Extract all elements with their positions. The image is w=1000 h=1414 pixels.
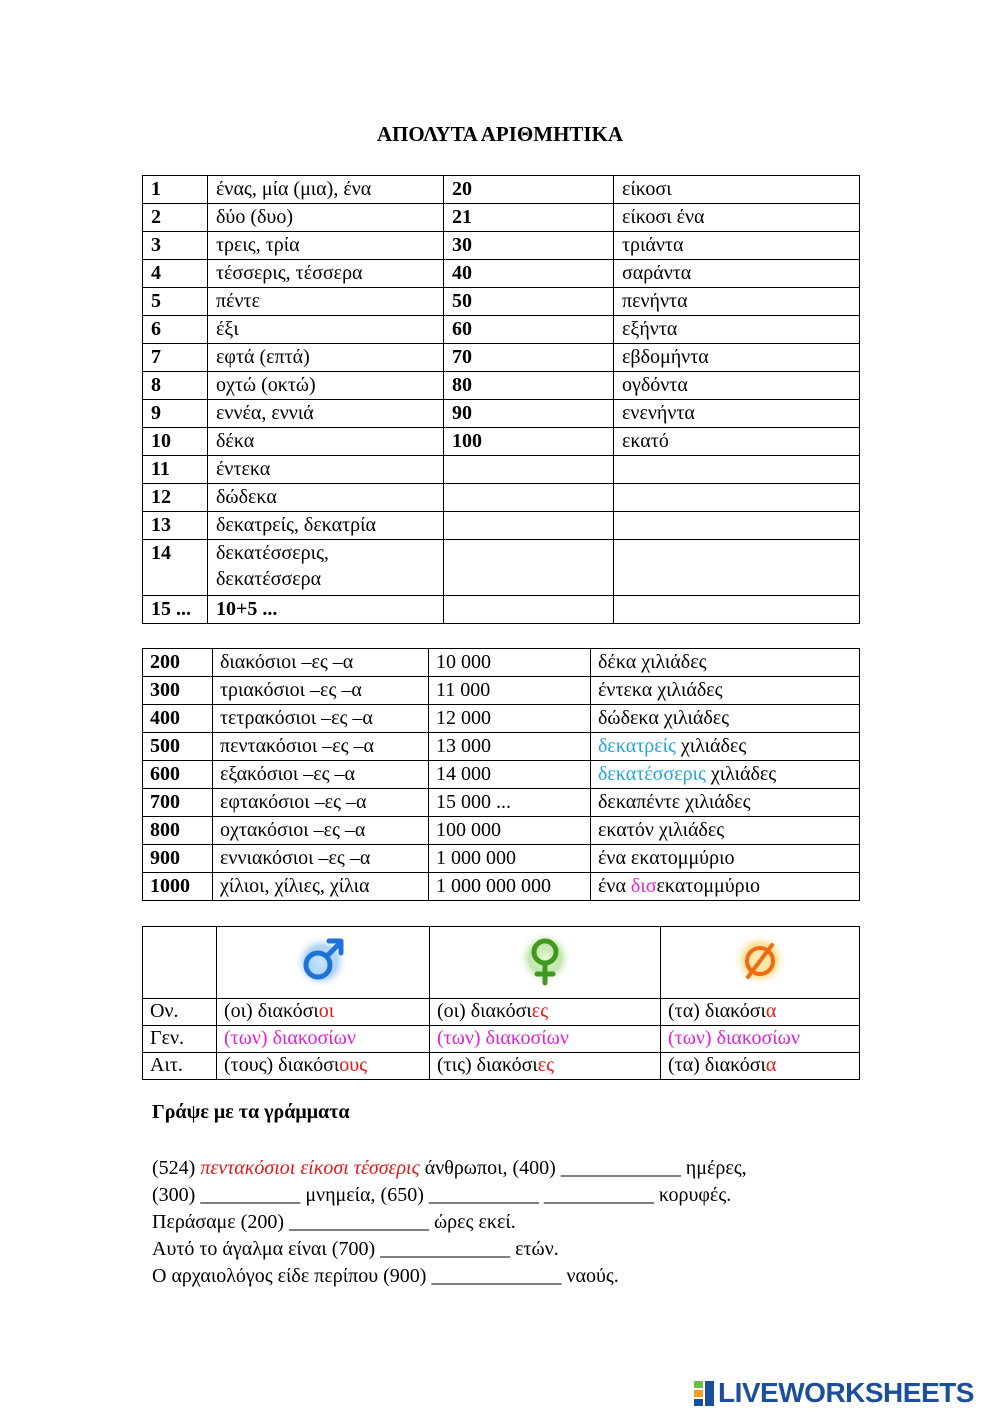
numbers-table-1-100 bbox=[142, 175, 860, 624]
word-cell: διακόσιοι –ες –α bbox=[213, 649, 429, 677]
female-icon bbox=[513, 928, 577, 992]
word-cell: ενενήντα bbox=[614, 400, 860, 428]
number-cell: 80 bbox=[444, 372, 614, 400]
number-cell: 70 bbox=[444, 344, 614, 372]
number-cell: 11 000 bbox=[429, 677, 591, 705]
word-cell: οχτώ (οκτώ) bbox=[208, 372, 444, 400]
number-cell: 400 bbox=[143, 705, 213, 733]
number-cell: 20 bbox=[444, 176, 614, 204]
word-cell: 10+5 ... bbox=[208, 596, 444, 624]
table-row bbox=[143, 1053, 860, 1080]
number-cell: 50 bbox=[444, 288, 614, 316]
table-row bbox=[143, 761, 860, 789]
number-cell: 10 000 bbox=[429, 649, 591, 677]
male-column-header bbox=[217, 927, 430, 999]
number-cell: 14 bbox=[143, 540, 208, 596]
number-cell: 1 000 000 000 bbox=[429, 873, 591, 901]
answer-blank[interactable]: _____________ bbox=[431, 1265, 562, 1287]
word-cell: τετρακόσιοι –ες –α bbox=[213, 705, 429, 733]
exercise-lines bbox=[152, 1155, 872, 1290]
number-cell: 4 bbox=[143, 260, 208, 288]
number-cell: 90 bbox=[444, 400, 614, 428]
answer-blank[interactable]: _____________ bbox=[380, 1238, 511, 1260]
number-cell: 800 bbox=[143, 817, 213, 845]
neuter-form: (των) διακοσίων bbox=[661, 1026, 860, 1053]
word-cell: τέσσερις, τέσσερα bbox=[208, 260, 444, 288]
example-answer: πεντακόσιοι είκοσι τέσσερις bbox=[200, 1157, 420, 1179]
word-cell: έξι bbox=[208, 316, 444, 344]
table-row bbox=[143, 372, 860, 400]
number-cell bbox=[444, 540, 614, 596]
number-cell: 15 ... bbox=[143, 596, 208, 624]
word-cell: εφτακόσιοι –ες –α bbox=[213, 789, 429, 817]
number-cell: 900 bbox=[143, 845, 213, 873]
word-cell: δώδεκα bbox=[208, 484, 444, 512]
word-cell: δεκαπέντε χιλιάδες bbox=[591, 789, 860, 817]
number-cell: 13 000 bbox=[429, 733, 591, 761]
number-cell: 60 bbox=[444, 316, 614, 344]
masculine-form: (οι) διακόσιοι bbox=[217, 999, 430, 1026]
number-cell: 700 bbox=[143, 789, 213, 817]
number-cell: 21 bbox=[444, 204, 614, 232]
number-cell: 13 bbox=[143, 512, 208, 540]
answer-blank[interactable]: ___________ bbox=[543, 1184, 654, 1206]
neuter-form: (τα) διακόσια bbox=[661, 1053, 860, 1080]
table-row bbox=[143, 176, 860, 204]
table-row bbox=[143, 484, 860, 512]
word-cell: τρεις, τρία bbox=[208, 232, 444, 260]
word-cell: δύο (δυο) bbox=[208, 204, 444, 232]
female-column-header bbox=[430, 927, 661, 999]
case-label: Ον. bbox=[143, 999, 217, 1026]
male-icon bbox=[291, 928, 355, 992]
word-cell: σαράντα bbox=[614, 260, 860, 288]
number-cell: 1 bbox=[143, 176, 208, 204]
word-cell: χίλιοι, χίλιες, χίλια bbox=[213, 873, 429, 901]
exercise-line-4: Αυτό το άγαλμα είναι (700) _____________ ετών. bbox=[152, 1236, 872, 1263]
empty-header-cell bbox=[143, 927, 217, 999]
word-cell bbox=[614, 596, 860, 624]
table-row bbox=[143, 677, 860, 705]
number-cell bbox=[444, 484, 614, 512]
answer-blank[interactable]: ___________ bbox=[428, 1184, 539, 1206]
answer-blank[interactable]: ______________ bbox=[289, 1211, 430, 1233]
number-cell: 12 bbox=[143, 484, 208, 512]
word-cell: έντεκα χιλιάδες bbox=[591, 677, 860, 705]
table-row bbox=[143, 428, 860, 456]
number-cell: 14 000 bbox=[429, 761, 591, 789]
table-row bbox=[143, 649, 860, 677]
word-cell: ογδόντα bbox=[614, 372, 860, 400]
word-cell: είκοσι bbox=[614, 176, 860, 204]
number-cell: 100 000 bbox=[429, 817, 591, 845]
number-cell bbox=[444, 512, 614, 540]
number-cell: 30 bbox=[444, 232, 614, 260]
neuter-column-header bbox=[661, 927, 860, 999]
word-cell: εξακόσιοι –ες –α bbox=[213, 761, 429, 789]
table-row bbox=[143, 705, 860, 733]
declension-table bbox=[142, 926, 860, 1080]
table-row bbox=[143, 204, 860, 232]
number-cell: 15 000 ... bbox=[429, 789, 591, 817]
number-cell: 200 bbox=[143, 649, 213, 677]
feminine-form: (οι) διακόσιες bbox=[430, 999, 661, 1026]
number-cell: 3 bbox=[143, 232, 208, 260]
word-cell: εννιακόσιοι –ες –α bbox=[213, 845, 429, 873]
exercise-line-5: Ο αρχαιολόγος είδε περίπου (900) _____________ ναούς. bbox=[152, 1263, 872, 1290]
word-cell: εξήντα bbox=[614, 316, 860, 344]
table-row bbox=[143, 1026, 860, 1053]
number-cell: 6 bbox=[143, 316, 208, 344]
neuter-icon bbox=[728, 928, 792, 992]
word-cell: ένα εκατομμύριο bbox=[591, 845, 860, 873]
liveworksheets-logo[interactable] bbox=[693, 1376, 974, 1410]
answer-blank[interactable]: __________ bbox=[200, 1184, 301, 1206]
neuter-form: (τα) διακόσια bbox=[661, 999, 860, 1026]
number-cell: 9 bbox=[143, 400, 208, 428]
page-title: ΑΠΟΛΥΤΑ ΑΡΙΘΜΗΤΙΚΑ bbox=[376, 122, 624, 146]
table-row bbox=[143, 288, 860, 316]
word-cell bbox=[614, 540, 860, 596]
number-cell: 12 000 bbox=[429, 705, 591, 733]
word-cell: έντεκα bbox=[208, 456, 444, 484]
table-row bbox=[143, 512, 860, 540]
masculine-form: (τους) διακόσιους bbox=[217, 1053, 430, 1080]
masculine-form: (των) διακοσίων bbox=[217, 1026, 430, 1053]
table-row bbox=[143, 400, 860, 428]
table-row bbox=[143, 456, 860, 484]
numbers-table-200-billion bbox=[142, 648, 860, 901]
table-row bbox=[143, 873, 860, 901]
word-cell: δεκατέσσερις χιλιάδες bbox=[591, 761, 860, 789]
word-cell: πέντε bbox=[208, 288, 444, 316]
table-row bbox=[143, 232, 860, 260]
word-cell: δώδεκα χιλιάδες bbox=[591, 705, 860, 733]
number-cell: 500 bbox=[143, 733, 213, 761]
number-cell: 10 bbox=[143, 428, 208, 456]
word-cell: δέκα χιλιάδες bbox=[591, 649, 860, 677]
number-cell: 1000 bbox=[143, 873, 213, 901]
number-cell: 1 000 000 bbox=[429, 845, 591, 873]
word-cell bbox=[614, 512, 860, 540]
word-cell: ένας, μία (μια), ένα bbox=[208, 176, 444, 204]
word-cell: πεντακόσιοι –ες –α bbox=[213, 733, 429, 761]
number-cell: 7 bbox=[143, 344, 208, 372]
logo-mark-icon bbox=[693, 1378, 715, 1408]
word-cell: δέκα bbox=[208, 428, 444, 456]
feminine-form: (των) διακοσίων bbox=[430, 1026, 661, 1053]
table-row bbox=[143, 733, 860, 761]
table-row bbox=[143, 789, 860, 817]
case-label: Αιτ. bbox=[143, 1053, 217, 1080]
word-cell: εβδομήντα bbox=[614, 344, 860, 372]
number-cell: 11 bbox=[143, 456, 208, 484]
word-cell: εφτά (επτά) bbox=[208, 344, 444, 372]
exercise-line-1: (524) πεντακόσιοι είκοσι τέσσερις άνθρωποι, (400) ____________ ημέρες, bbox=[152, 1155, 872, 1182]
logo-text: LIVEWORKSHEETS bbox=[718, 1377, 974, 1408]
word-cell: ένα δισεκατομμύριο bbox=[591, 873, 860, 901]
table-row bbox=[143, 999, 860, 1026]
table-row bbox=[143, 260, 860, 288]
number-cell: 600 bbox=[143, 761, 213, 789]
exercise-line-3: Περάσαμε (200) ______________ ώρες εκεί. bbox=[152, 1209, 872, 1236]
number-cell: 8 bbox=[143, 372, 208, 400]
number-cell: 5 bbox=[143, 288, 208, 316]
feminine-form: (τις) διακόσιες bbox=[430, 1053, 661, 1080]
word-cell: δεκατέσσερις, δεκατέσσερα bbox=[208, 540, 444, 596]
table-row bbox=[143, 845, 860, 873]
word-cell bbox=[614, 456, 860, 484]
answer-blank[interactable]: ____________ bbox=[560, 1157, 681, 1179]
word-cell: εκατόν χιλιάδες bbox=[591, 817, 860, 845]
table-row bbox=[143, 817, 860, 845]
word-cell: δεκατρείς, δεκατρία bbox=[208, 512, 444, 540]
word-cell: δεκατρείς χιλιάδες bbox=[591, 733, 860, 761]
word-cell: εννέα, εννιά bbox=[208, 400, 444, 428]
number-cell bbox=[444, 456, 614, 484]
number-cell: 40 bbox=[444, 260, 614, 288]
number-cell bbox=[444, 596, 614, 624]
table-row bbox=[143, 344, 860, 372]
word-cell: οχτακόσιοι –ες –α bbox=[213, 817, 429, 845]
word-cell: πενήντα bbox=[614, 288, 860, 316]
word-cell: είκοσι ένα bbox=[614, 204, 860, 232]
word-cell: τριακόσιοι –ες –α bbox=[213, 677, 429, 705]
number-cell: 300 bbox=[143, 677, 213, 705]
table-row bbox=[143, 596, 860, 624]
case-label: Γεν. bbox=[143, 1026, 217, 1053]
number-cell: 2 bbox=[143, 204, 208, 232]
word-cell: εκατό bbox=[614, 428, 860, 456]
word-cell bbox=[614, 484, 860, 512]
number-cell: 100 bbox=[444, 428, 614, 456]
exercise-line-2: (300) __________ μνημεία, (650) ___________ ___________ κορυφές. bbox=[152, 1182, 872, 1209]
word-cell: τριάντα bbox=[614, 232, 860, 260]
table-row bbox=[143, 540, 860, 596]
table-row bbox=[143, 316, 860, 344]
exercise-title: Γράψε με τα γράμματα bbox=[152, 1101, 350, 1123]
